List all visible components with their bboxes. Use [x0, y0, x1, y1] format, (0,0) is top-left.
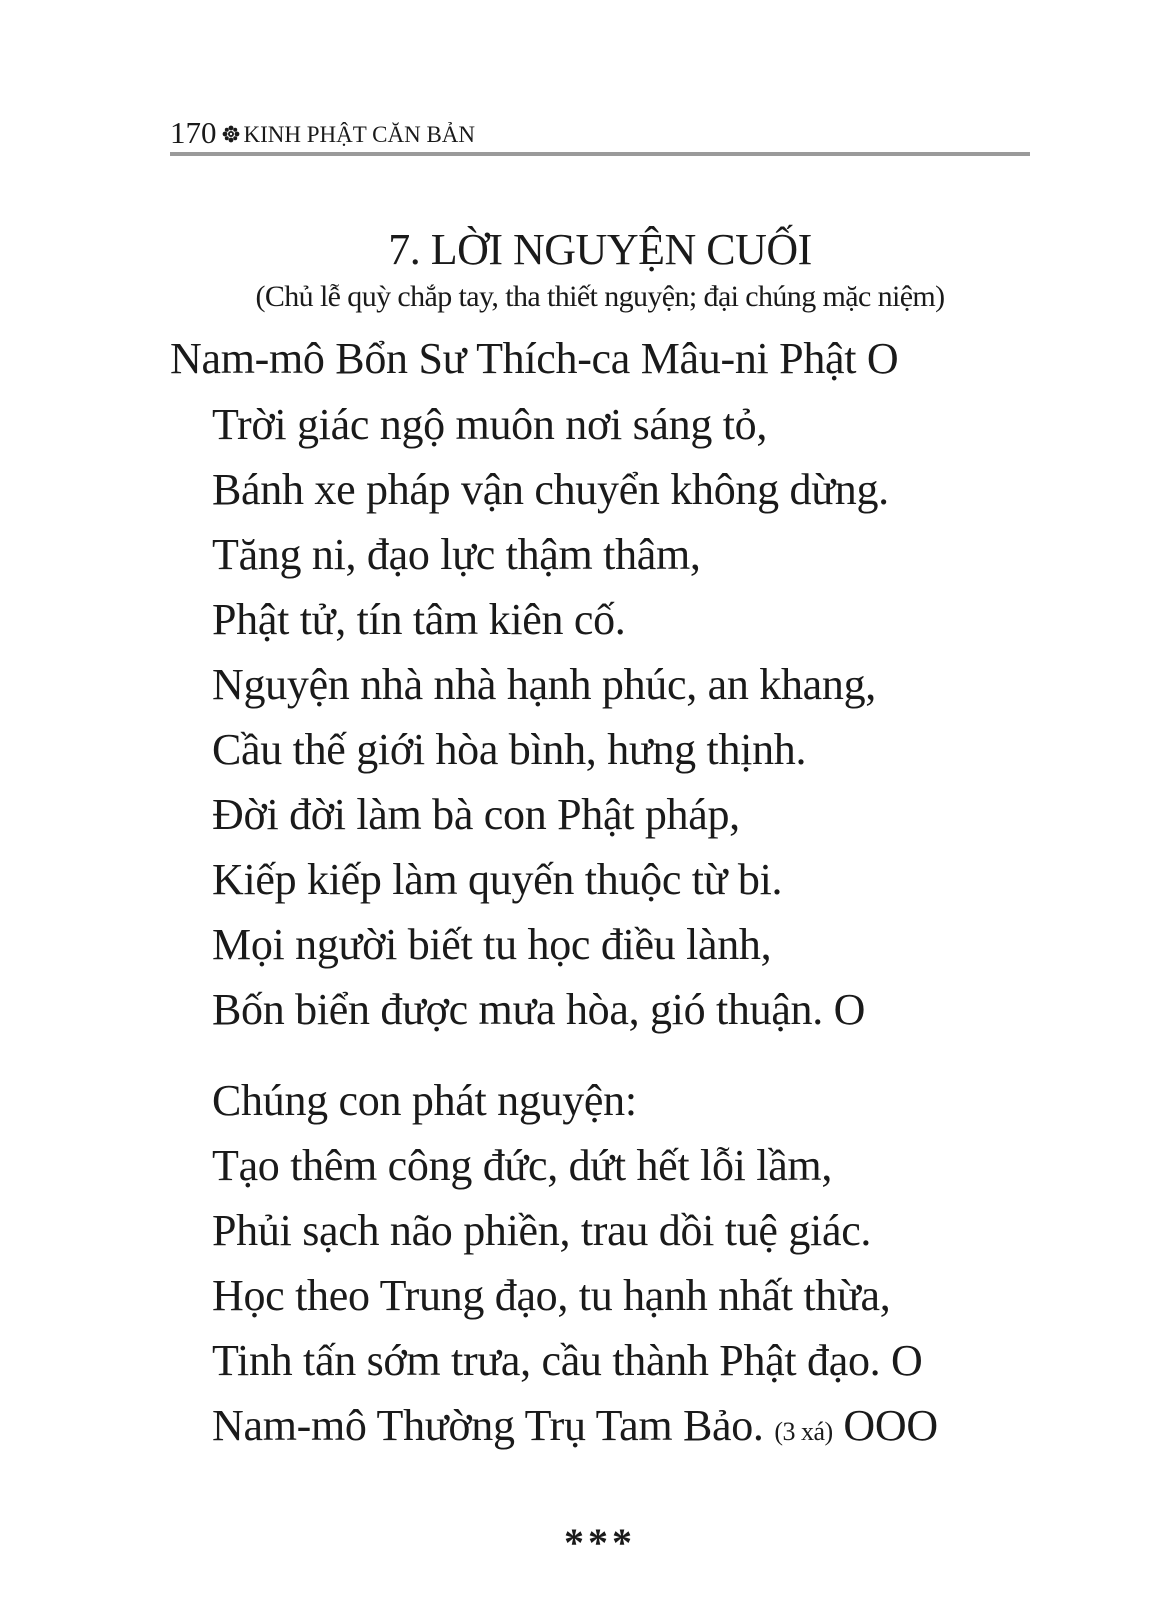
section-separator: ***	[564, 1520, 636, 1565]
closing-line	[212, 1393, 1030, 1458]
section-instruction: (Chủ lễ quỳ chắp tay, tha thiết nguyện; đại chúng mặc niệm)	[255, 280, 945, 313]
invocation-line: Nam-mô Bổn Sư Thích-ca Mâu-ni Phật O	[170, 334, 899, 383]
verse-line: Nguyện nhà nhà hạnh phúc, an khang,	[212, 660, 876, 709]
verse-line: Tinh tấn sớm trưa, cầu thành Phật đạo. O	[212, 1336, 923, 1385]
verse-line: Tạo thêm công đức, dứt hết lỗi lầm,	[212, 1141, 833, 1190]
verse-line: Kiếp kiếp làm quyến thuộc từ bi.	[212, 855, 783, 904]
page-header	[170, 116, 1030, 156]
verse-line: Chúng con phát nguyện:	[212, 1076, 637, 1125]
verse-line: Mọi người biết tu học điều lành,	[212, 920, 772, 969]
section-title: 7. LỜI NGUYỆN CUỐI	[388, 225, 812, 274]
verse-line: Tăng ni, đạo lực thậm thâm,	[212, 530, 701, 579]
closing-bells: OOO	[843, 1401, 938, 1450]
verse-line: Trời giác ngộ muôn nơi sáng tỏ,	[212, 400, 768, 449]
verse-line: Bánh xe pháp vận chuyển không dừng.	[212, 465, 889, 514]
verse-line: Cầu thế giới hòa bình, hưng thịnh.	[212, 725, 807, 774]
verse-line: Phật tử, tín tâm kiên cố.	[212, 595, 626, 644]
closing-note: (3 xá)	[774, 1417, 833, 1446]
running-title: KINH PHẬT CĂN BẢN	[243, 122, 476, 147]
prayer-verse-2	[212, 1068, 1030, 1458]
verse-line: Bốn biển được mưa hòa, gió thuận. O	[212, 985, 866, 1034]
lotus-icon	[222, 125, 240, 143]
prayer-verse-1	[212, 392, 1030, 1042]
page-number: 170	[170, 115, 217, 150]
closing-text: Nam-mô Thường Trụ Tam Bảo.	[212, 1401, 764, 1450]
verse-line: Học theo Trung đạo, tu hạnh nhất thừa,	[212, 1271, 891, 1320]
verse-line: Phủi sạch não phiền, trau dồi tuệ giác.	[212, 1206, 872, 1255]
verse-line: Đời đời làm bà con Phật pháp,	[212, 790, 740, 839]
